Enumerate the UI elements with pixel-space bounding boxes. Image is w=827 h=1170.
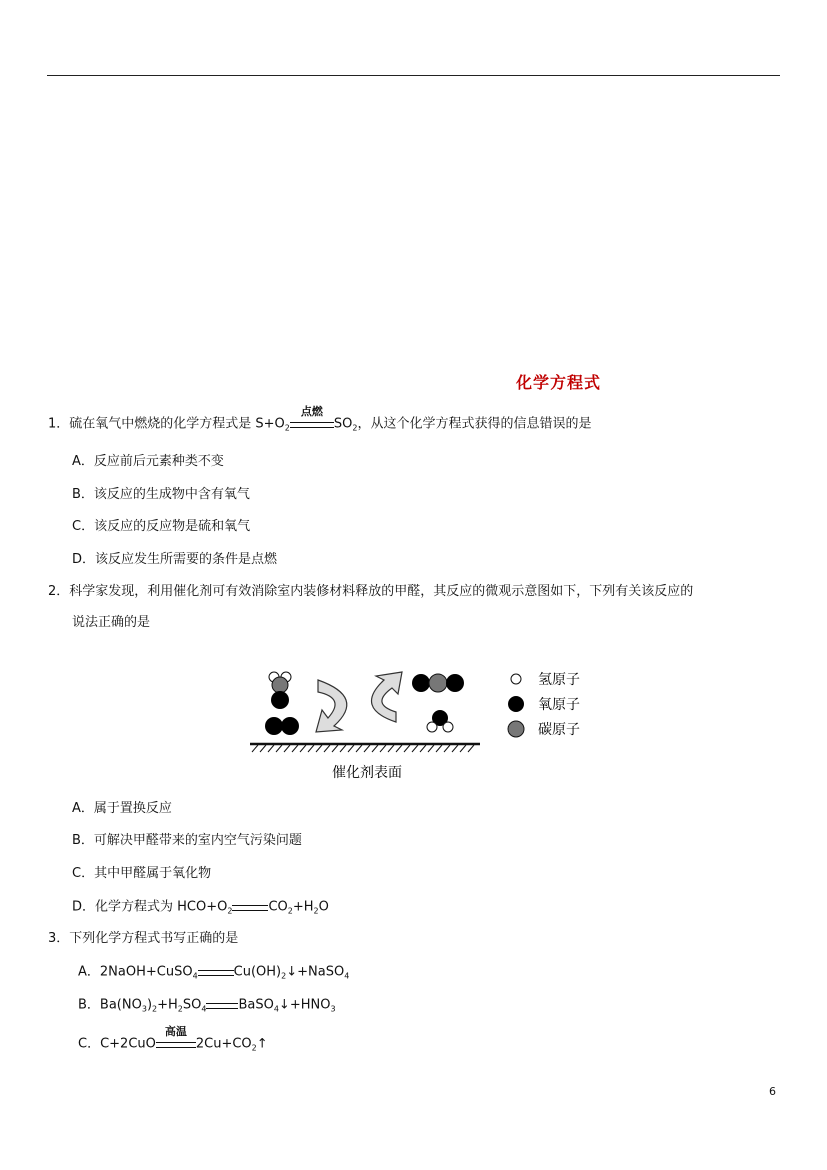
q2-optd-post2: +H (292, 899, 314, 915)
q3b-equation-sign (206, 996, 238, 1014)
q1-product-sub: 2 (352, 423, 358, 433)
q3a-sub3: 4 (344, 971, 350, 981)
q3b-part1: B．Ba(NO (78, 997, 142, 1013)
q2-option-c: C．其中甲醛属于氧化物 (72, 866, 212, 881)
q1-stem-post: ，从这个化学方程式获得的信息错误的是 (357, 416, 592, 432)
q3c-sub1: 2 (251, 1043, 257, 1053)
q3b-part3: +H (157, 997, 178, 1013)
q3a-part2: Cu(OH) (233, 964, 282, 980)
q3c-part1: C．C+2CuO (78, 1036, 156, 1052)
question-3-stem: 3．下列化学方程式书写正确的是 (48, 931, 239, 946)
legend-oxygen-label: 氧原子 (538, 697, 580, 713)
q2-optd-sub2: 2 (287, 906, 293, 916)
q2-optd-post3: O (318, 899, 329, 915)
legend-hydrogen-label: 氢原子 (538, 672, 580, 688)
q2-option-b: B．可解决甲醛带来的室内空气污染问题 (72, 833, 302, 848)
question-2-stem-line2: 说法正确的是 (72, 615, 151, 630)
question-1-stem (48, 405, 592, 438)
q3c-part2: 2Cu+CO (195, 1036, 252, 1052)
q3b-sub4: 4 (201, 1004, 207, 1014)
page-title: 化学方程式 (516, 373, 602, 392)
q3b-part2: ) (146, 997, 153, 1013)
formaldehyde-molecule (269, 672, 291, 709)
q3c-condition: 高温 (164, 1025, 187, 1038)
q1-stem-pre: 1．硫在氧气中燃烧的化学方程式是 S+O (48, 416, 285, 432)
q3-option-a (78, 963, 349, 986)
curved-arrow-up-icon (372, 672, 403, 722)
reaction-diagram (246, 662, 596, 787)
q1-equation-sign (290, 405, 334, 433)
q3c-equation-sign (156, 1025, 196, 1053)
surface-hatching (252, 745, 474, 752)
water-molecule (427, 710, 453, 732)
q1-option-a: A．反应前后元素种类不变 (72, 454, 224, 469)
legend-oxygen-swatch (508, 696, 524, 712)
page-number: 6 (769, 1085, 776, 1098)
q3a-part3: ↓+NaSO (286, 964, 345, 980)
q1-condition: 点燃 (300, 405, 323, 418)
q2-optd-post1: CO (268, 899, 288, 915)
oxygen-molecule (265, 717, 299, 735)
diagram-legend (508, 672, 580, 738)
q3b-sub2: 2 (152, 1004, 158, 1014)
q3a-sub2: 2 (281, 971, 287, 981)
header-rule (47, 75, 780, 76)
q3a-equation-sign (198, 963, 234, 981)
q2-optd-equation-sign (232, 898, 268, 916)
q3-option-c (78, 1025, 268, 1058)
q3-option-b (78, 996, 336, 1019)
q3b-part4: SO (182, 997, 202, 1013)
legend-carbon-swatch (508, 721, 524, 737)
q2-optd-sub3: 2 (313, 906, 319, 916)
legend-carbon-label: 碳原子 (538, 722, 580, 738)
q2-optd-pre: D．化学方程式为 HCO+O (72, 899, 228, 915)
q3b-sub1: 3 (141, 1004, 147, 1014)
q3b-sub3: 2 (177, 1004, 183, 1014)
q3a-part1: A．2NaOH+CuSO (78, 964, 193, 980)
carbon-dioxide-molecule (412, 674, 464, 692)
q3b-part6: ↓+HNO (278, 997, 331, 1013)
q3a-sub1: 4 (192, 971, 198, 981)
q1-stem-sub: 2 (284, 423, 290, 433)
catalyst-surface-label: 催化剂表面 (332, 765, 402, 781)
q1-option-b: B．该反应的生成物中含有氧气 (72, 487, 250, 502)
curved-arrow-down-icon (316, 680, 347, 732)
q2-option-d (72, 898, 329, 921)
q1-option-c: C．该反应的反应物是硫和氧气 (72, 519, 251, 534)
q1-product: SO (333, 416, 353, 432)
q3c-part3: ↑ (256, 1036, 268, 1052)
q3b-part5: BaSO (238, 997, 274, 1013)
q1-option-d: D．该反应发生所需要的条件是点燃 (72, 552, 278, 567)
q2-option-a: A．属于置换反应 (72, 801, 172, 816)
q3b-sub6: 3 (330, 1004, 336, 1014)
legend-hydrogen-swatch (511, 674, 521, 684)
q3b-sub5: 4 (273, 1004, 279, 1014)
q2-optd-sub1: 2 (227, 906, 233, 916)
question-2-stem-line1: 2．科学家发现，利用催化剂可有效消除室内装修材料释放的甲醛，其反应的微观示意图如下，下列有关该反应的 (48, 584, 694, 599)
